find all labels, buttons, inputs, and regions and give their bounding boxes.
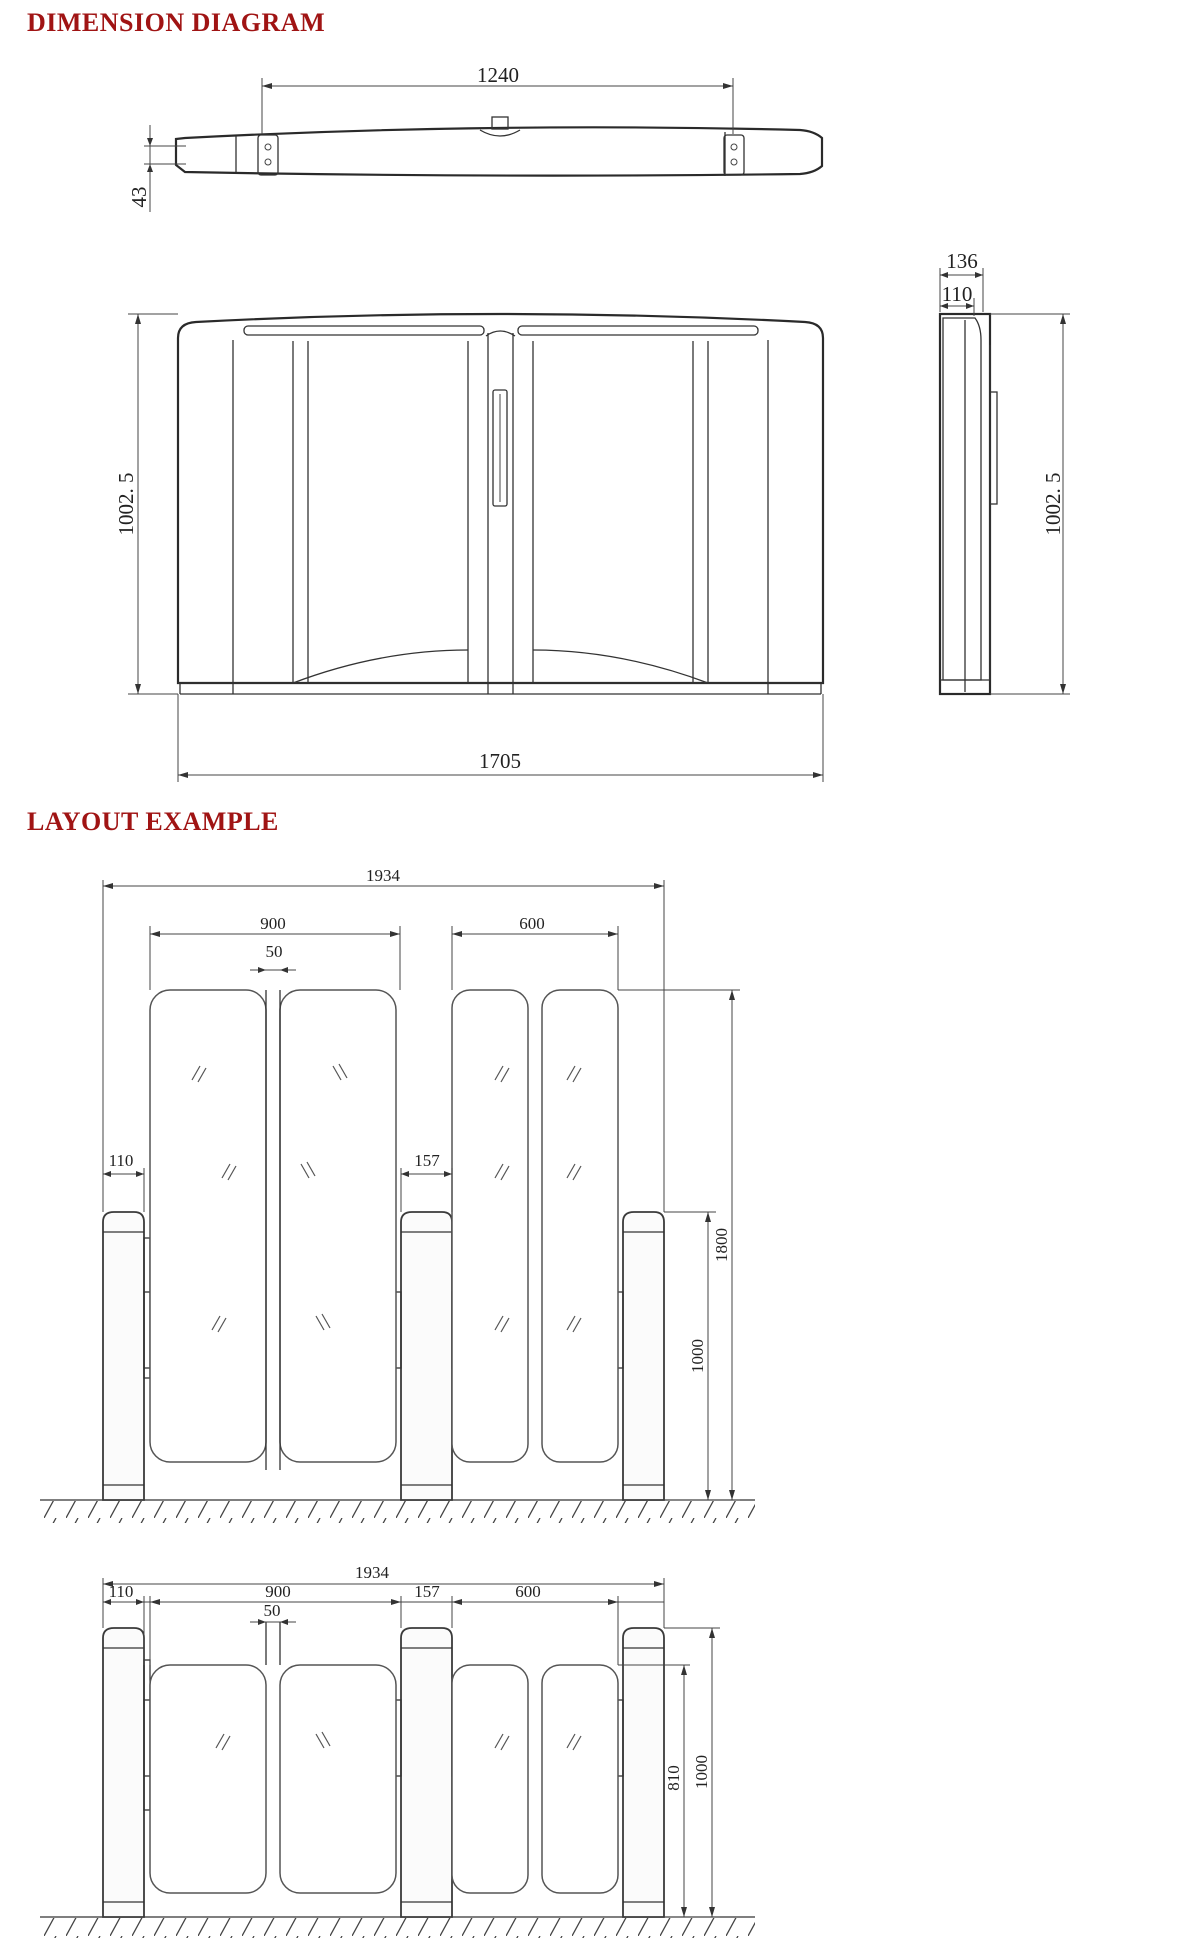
top-view (144, 78, 822, 212)
ground-hatch-1 (40, 1501, 755, 1523)
top-height-label: 43 (127, 186, 151, 208)
left-cabinet-1 (103, 1212, 144, 1500)
side-outer-depth-label: 136 (946, 249, 978, 273)
layout1-narrow-lane-label: 600 (519, 914, 545, 933)
ground-hatch-2 (40, 1918, 755, 1938)
glass-panel-wide-right-2 (280, 1665, 396, 1893)
side-height-label: 1002. 5 (1041, 472, 1065, 536)
glass-panel-wide-left-2 (150, 1665, 266, 1893)
glass-panel-narrow-right-1 (542, 990, 618, 1462)
layout2-glass-gap-label: 50 (263, 1601, 281, 1620)
front-view (128, 314, 823, 782)
middle-cabinet-2 (401, 1628, 452, 1917)
layout2-cabinet-height-label: 1000 (692, 1755, 711, 1789)
layout2-wide-lane-label: 900 (265, 1582, 291, 1601)
glass-panel-narrow-left-2 (452, 1665, 528, 1893)
right-cabinet-1 (623, 1212, 664, 1500)
left-cabinet-2 (103, 1628, 144, 1917)
layout-example-2 (40, 1578, 755, 1938)
layout2-glass-height-label: 810 (664, 1765, 683, 1791)
glass-panel-narrow-left-1 (452, 990, 528, 1462)
side-inner-depth-label: 110 (941, 282, 973, 306)
layout1-cabinet-height-label: 1000 (688, 1339, 707, 1373)
layout-example-heading: LAYOUT EXAMPLE (27, 807, 279, 836)
top-width-label: 1240 (477, 63, 519, 87)
front-width-label: 1705 (479, 749, 521, 773)
middle-cabinet-1 (401, 1212, 452, 1500)
front-height-label: 1002. 5 (114, 472, 138, 536)
layout2-narrow-lane-label: 600 (515, 1582, 541, 1601)
glass-panel-wide-right-1 (280, 990, 396, 1462)
layout1-glass-gap-label: 50 (265, 942, 283, 961)
layout1-overall-label: 1934 (366, 866, 400, 885)
layout-example-1 (40, 880, 755, 1523)
glass-panel-narrow-right-2 (542, 1665, 618, 1893)
layout1-wide-lane-label: 900 (260, 914, 286, 933)
layout2-overall-label: 1934 (355, 1563, 389, 1582)
layout1-post-middle-label: 157 (414, 1151, 440, 1170)
layout2-post-middle-label: 157 (414, 1582, 440, 1601)
layout1-post-left-label: 110 (108, 1151, 134, 1170)
glass-panel-wide-left-1 (150, 990, 266, 1462)
dimension-diagram-heading: DIMENSION DIAGRAM (27, 8, 326, 37)
layout1-glass-height-label: 1800 (712, 1228, 731, 1262)
right-cabinet-2 (623, 1628, 664, 1917)
layout2-post-left-label: 110 (108, 1582, 134, 1601)
